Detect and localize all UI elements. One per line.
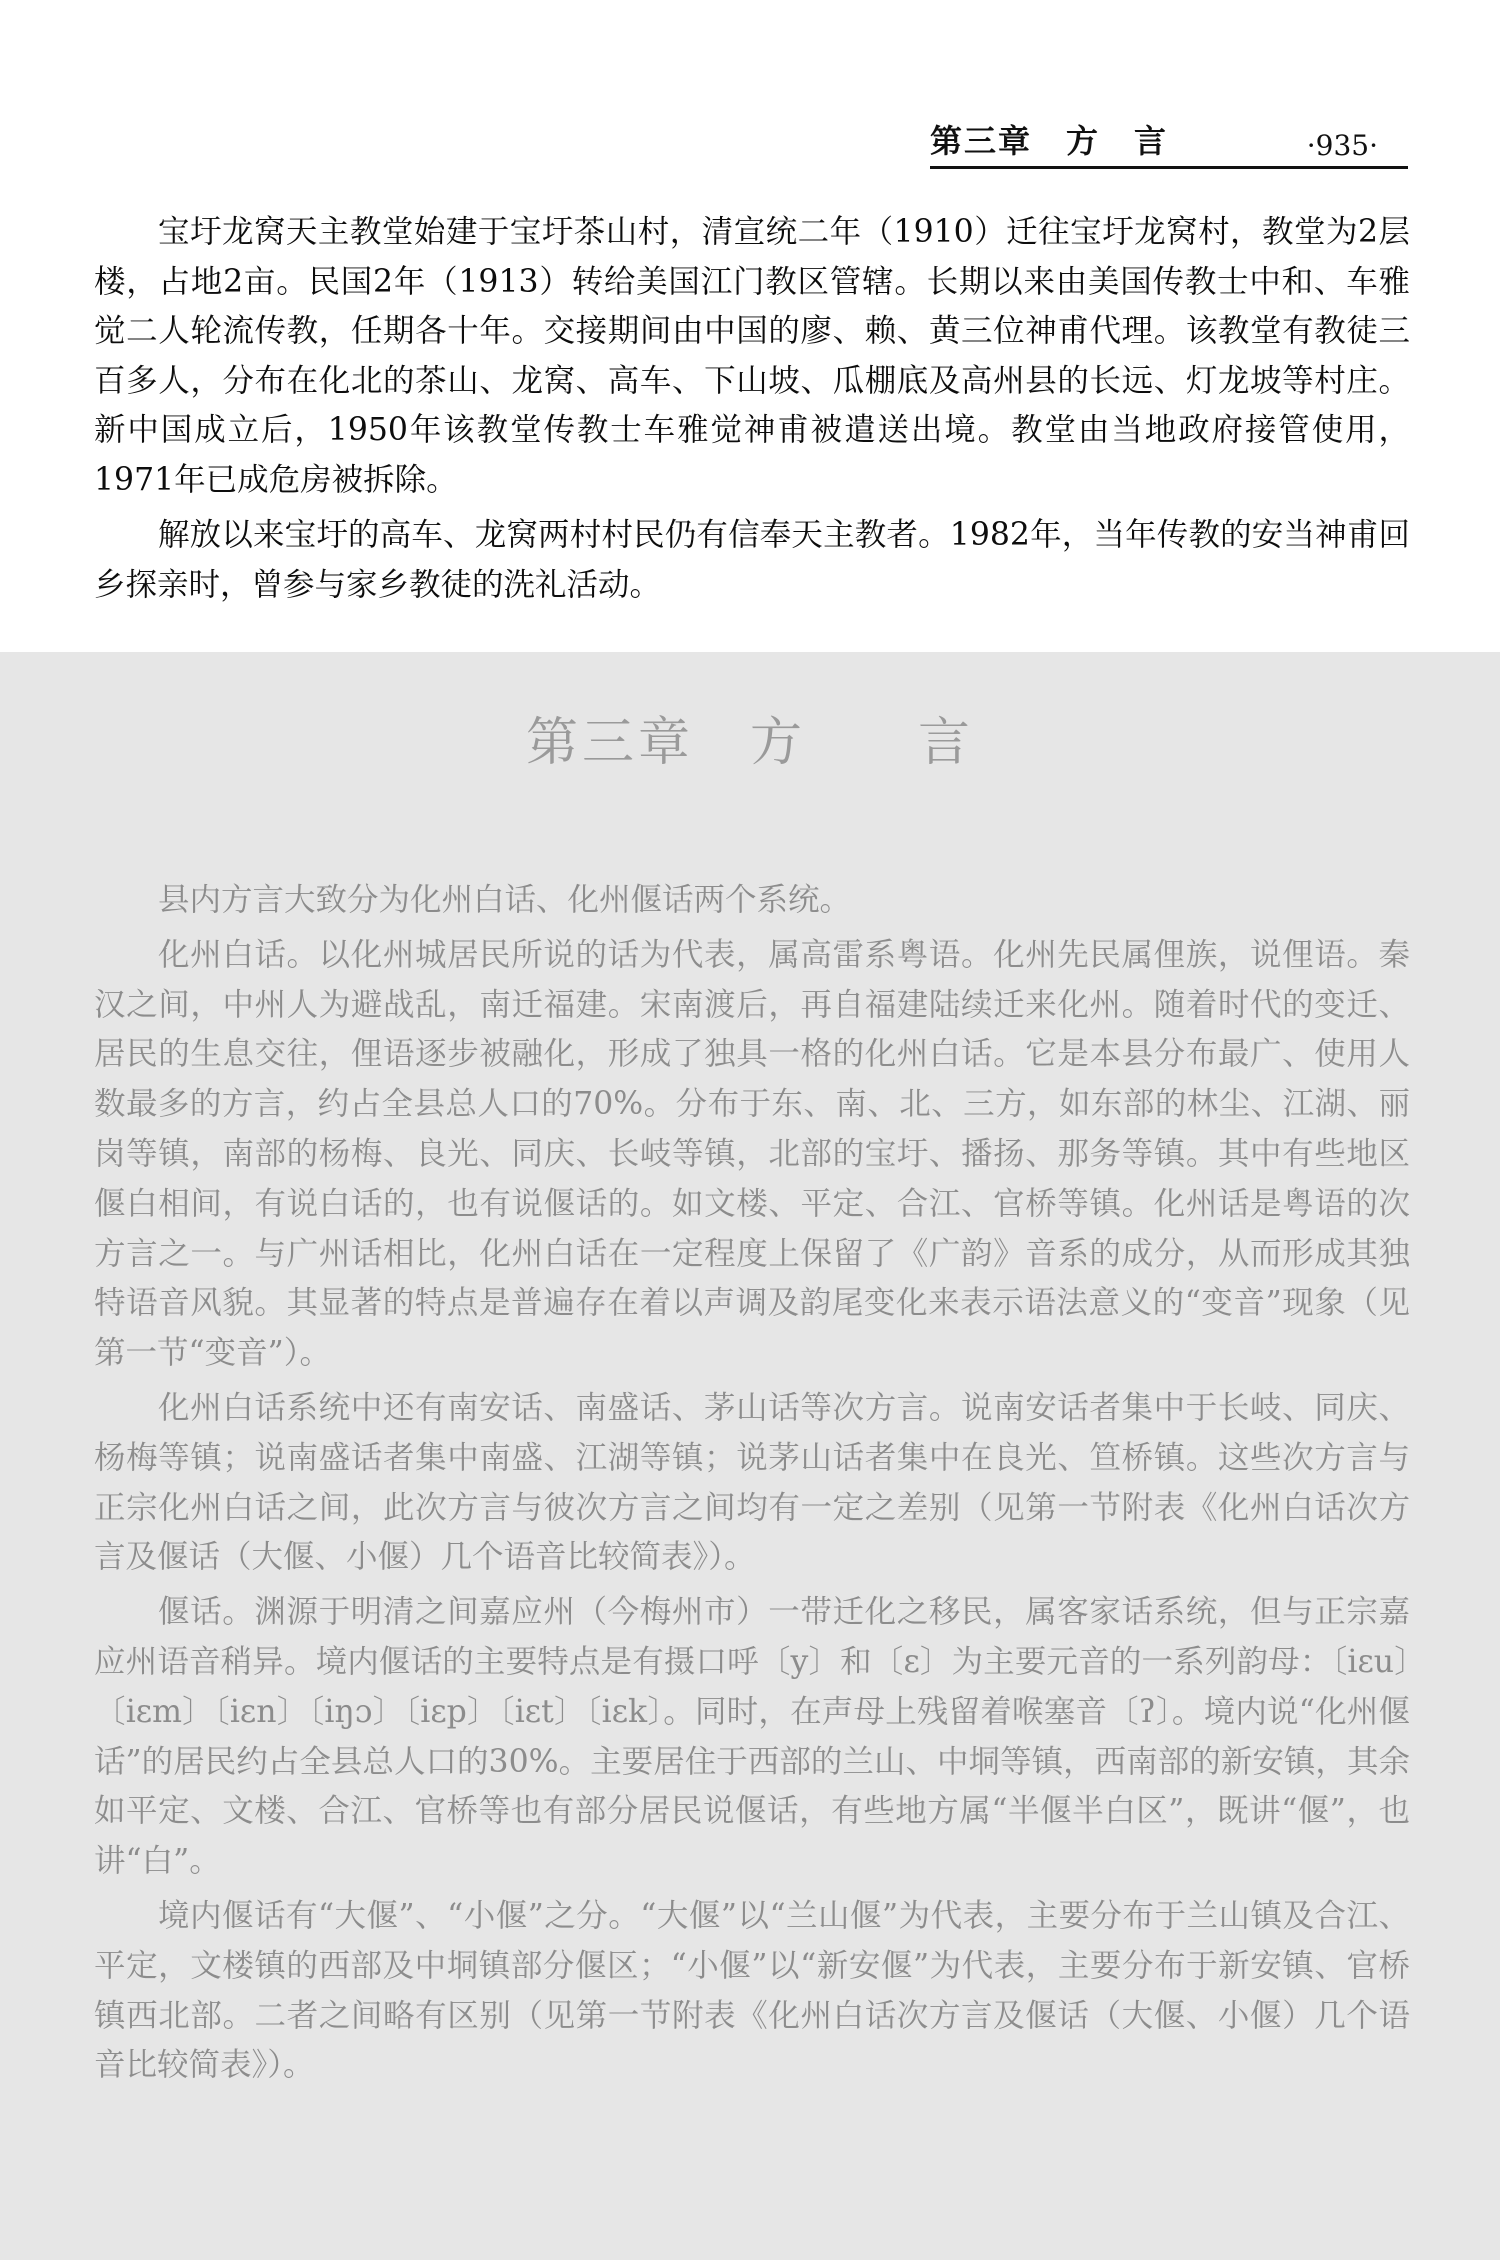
chapter-title: 第三章 方 言 — [525, 713, 974, 773]
paragraph: 境内偃话有“大偃”、“小偃”之分。“大偃”以“兰山偃”为代表，主要分布于兰山镇及合江、平定，文楼镇的西部及中垌镇部分偃区；“小偃”以“新安偃”为代表，主要分布于新安镇、官桥镇西北部。二者之间略有区别（见第一节附表《化州白话次方言及偃话（大偃、小偃）几个语音比较简表》）。 — [94, 1897, 1410, 2084]
paragraph: 解放以来宝圩的高车、龙窝两村村民仍有信奉天主教者。1982年，当年传教的安当神甫回乡探亲时，曾参与家乡教徒的洗礼活动。 — [94, 517, 1410, 603]
top-text-section — [94, 208, 1410, 616]
paragraph: 偃话。渊源于明清之间嘉应州（今梅州市）一带迁化之移民，属客家话系统，但与正宗嘉应州语音稍异。境内偃话的主要特点是有摄口呼〔y〕和〔ε〕为主要元音的一系列韵母：〔iεu〕〔iεm〕〔iεn〕〔iŋɔ〕〔iεp〕〔iεt〕〔iεk〕。同时，在声母上残留着喉塞音〔ʔ〕。境内说“化州偃话”的居民约占全县总人口的30%。主要居住于西部的兰山、中垌等镇，西南部的新安镇，其余如平定、文楼、合江、官桥等也有部分居民说偃话，有些地方属“半偃半白区”，既讲“偃”，也讲“白”。 — [94, 1594, 1410, 1880]
paragraph: 宝圩龙窝天主教堂始建于宝圩茶山村，清宣统二年（1910）迁往宝圩龙窝村，教堂为2层楼，占地2亩。民国2年（1913）转给美国江门教区管辖。长期以来由美国传教士中和、车雅觉二人轮流传教，任期各十年。交接期间由中国的廖、赖、黄三位神甫代理。该教堂有教徒三百多人，分布在化北的茶山、龙窝、高车、下山坡、瓜棚底及高州县的长远、灯龙坡等村庄。新中国成立后，1950年该教堂传教士车雅觉神甫被遣送出境。教堂由当地政府接管使用，1971年已成危房被拆除。 — [94, 214, 1410, 498]
paragraph: 化州白话系统中还有南安话、南盛话、茅山话等次方言。说南安话者集中于长岐、同庆、杨梅等镇；说南盛话者集中南盛、江湖等镇；说茅山话者集中在良光、笪桥镇。这些次方言与正宗化州白话之间，此次方言与彼次方言之间均有一定之差别（见第一节附表《化州白话次方言及偃话（大偃、小偃）几个语音比较简表》）。 — [94, 1389, 1410, 1576]
header-rule — [930, 166, 1408, 169]
paragraph: 县内方言大致分为化州白话、化州偃话两个系统。 — [158, 882, 852, 918]
page-number: ·935· — [1306, 129, 1378, 162]
running-header — [930, 110, 1408, 162]
bottom-text-section — [94, 876, 1410, 2096]
running-header-chapter: 第三章 方 言 — [930, 122, 1169, 160]
paragraph: 化州白话。以化州城居民所说的话为代表，属高雷系粤语。化州先民属俚族，说俚语。秦汉之间，中州人为避战乱，南迁福建。宋南渡后，再自福建陆续迁来化州。随着时代的变迁、居民的生息交往，俚语逐步被融化，形成了独具一格的化州白话。它是本县分布最广、使用人数最多的方言，约占全县总人口的70%。分布于东、南、北、三方，如东部的林尘、江湖、丽岗等镇，南部的杨梅、良光、同庆、长岐等镇，北部的宝圩、播扬、那务等镇。其中有些地区偃白相间，有说白话的，也有说偃话的。如文楼、平定、合江、官桥等镇。化州话是粤语的次方言之一。与广州话相比，化州白话在一定程度上保留了《广韵》音系的成分，从而形成其独特语音风貌。其显著的特点是普遍存在着以声调及韵尾变化来表示语法意义的“变音”现象（见第一节“变音”）。 — [94, 936, 1410, 1372]
